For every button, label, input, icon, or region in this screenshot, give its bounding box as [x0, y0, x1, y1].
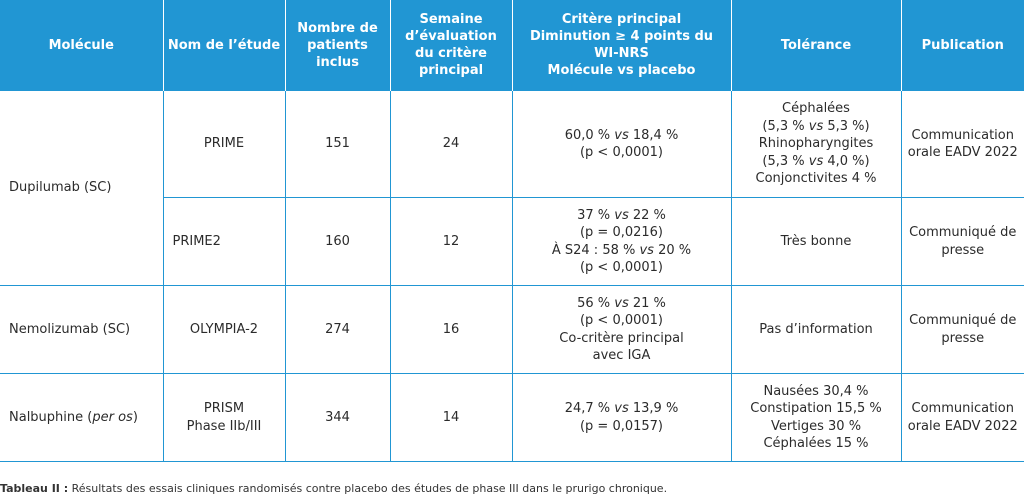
cell-criterion-prime2: 37 % vs 22 % (p = 0,0216) À S24 : 58 % vs 20 % (p < 0,0001) — [512, 198, 731, 286]
cell-publication-prime2: Communiqué de presse — [901, 198, 1024, 286]
table-row — [0, 374, 1024, 462]
header-tolerance: Tolérance — [731, 0, 901, 91]
cell-patients-olympia2: 274 — [285, 286, 390, 374]
cell-publication-prime: Communication orale EADV 2022 — [901, 91, 1024, 198]
cell-tolerance-prime: Céphalées (5,3 % vs 5,3 %) Rhinopharyngites (5,3 % vs 4,0 %) Conjonctivites 4 % — [731, 91, 901, 198]
header-publication: Publication — [901, 0, 1024, 91]
header-study-name: Nom de l’étude — [163, 0, 285, 91]
cell-publication-olympia2: Communiqué de presse — [901, 286, 1024, 374]
cell-week-prime: 24 — [390, 91, 512, 198]
caption-label: Tableau II : — [0, 482, 69, 495]
cell-study-prime2: PRIME2 — [163, 198, 285, 286]
cell-patients-prism: 344 — [285, 374, 390, 462]
header-row — [0, 0, 1024, 91]
table-caption — [0, 482, 667, 495]
cell-study-prime: PRIME — [163, 91, 285, 198]
table-row — [0, 286, 1024, 374]
cell-tolerance-prism: Nausées 30,4 % Constipation 15,5 % Vertiges 30 % Céphalées 15 % — [731, 374, 901, 462]
cell-criterion-prime: 60,0 % vs 18,4 % (p < 0,0001) — [512, 91, 731, 198]
cell-tolerance-olympia2: Pas d’information — [731, 286, 901, 374]
cell-week-olympia2: 16 — [390, 286, 512, 374]
cell-study-olympia2: OLYMPIA-2 — [163, 286, 285, 374]
cell-week-prism: 14 — [390, 374, 512, 462]
cell-criterion-prism: 24,7 % vs 13,9 % (p = 0,0157) — [512, 374, 731, 462]
cell-tolerance-prime2: Très bonne — [731, 198, 901, 286]
caption-text: Résultats des essais cliniques randomisés contre placebo des études de phase III dans le prurigo chronique. — [68, 482, 668, 495]
header-criterion: Critère principal Diminution ≥ 4 points du WI-NRS Molécule vs placebo — [512, 0, 731, 91]
header-patients: Nombre de patients inclus — [285, 0, 390, 91]
header-molecule: Molécule — [0, 0, 163, 91]
header-week: Semaine d’évaluation du critère principal — [390, 0, 512, 91]
cell-week-prime2: 12 — [390, 198, 512, 286]
cell-molecule-dupilumab: Dupilumab (SC) — [0, 91, 163, 286]
cell-molecule-nemolizumab: Nemolizumab (SC) — [0, 286, 163, 374]
cell-molecule-nalbuphine: Nalbuphine (per os) — [0, 374, 163, 462]
cell-criterion-olympia2: 56 % vs 21 % (p < 0,0001) Co-critère principal avec IGA — [512, 286, 731, 374]
cell-study-prism: PRISM Phase IIb/III — [163, 374, 285, 462]
cell-patients-prime2: 160 — [285, 198, 390, 286]
table-row — [0, 91, 1024, 198]
cell-publication-prism: Communication orale EADV 2022 — [901, 374, 1024, 462]
cell-patients-prime: 151 — [285, 91, 390, 198]
